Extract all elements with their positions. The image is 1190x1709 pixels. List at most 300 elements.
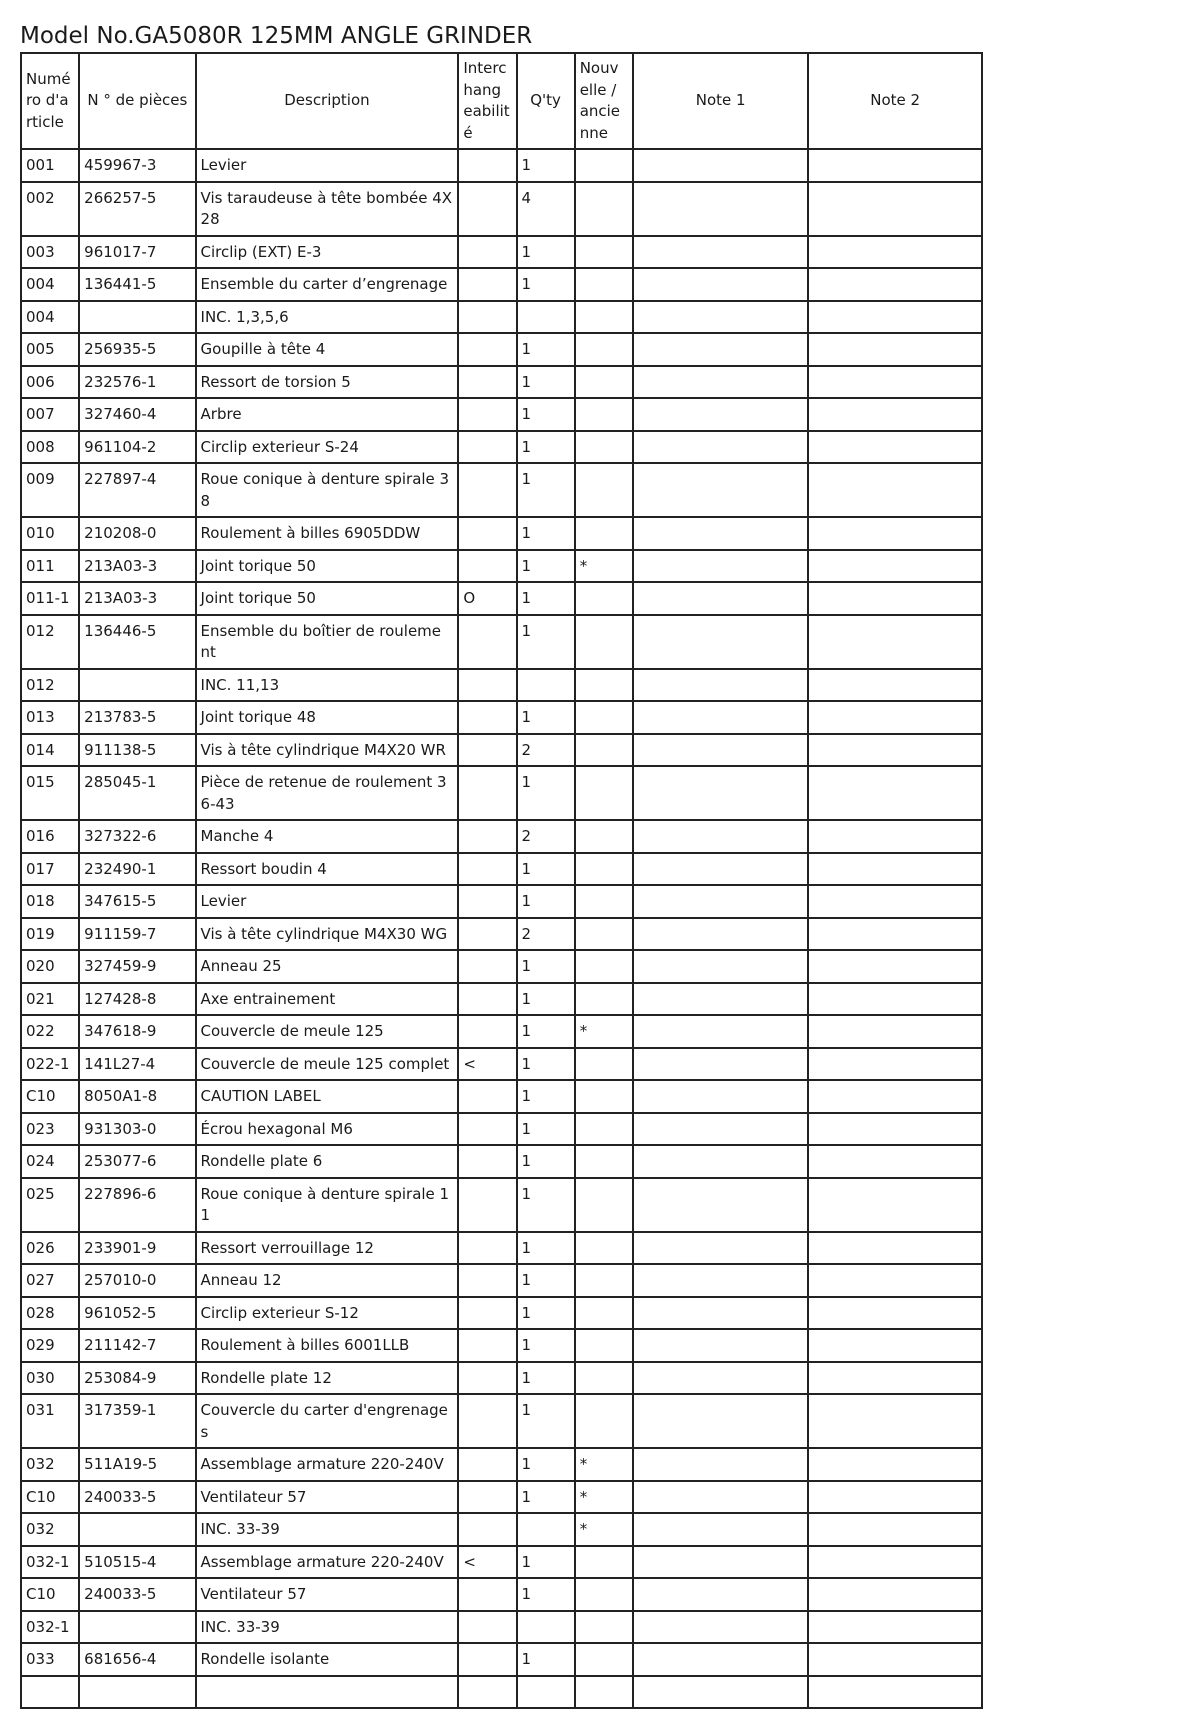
note-1-cell [633,1080,809,1113]
interchangeability-cell [458,1145,516,1178]
note-2-cell [808,1113,982,1146]
description-cell: Goupille à tête 4 [196,333,459,366]
interchangeability-cell [458,463,516,517]
interchangeability-cell [458,1113,516,1146]
quantity-cell: 1 [517,615,575,669]
new-old-cell [575,983,633,1016]
item-number-cell: 019 [21,918,79,951]
description-cell: Écrou hexagonal M6 [196,1113,459,1146]
interchangeability-cell: < [458,1048,516,1081]
note-2-cell [808,1329,982,1362]
table-row [21,366,982,399]
note-2-cell [808,1178,982,1232]
part-number-cell: 510515-4 [79,1546,195,1579]
table-row [21,431,982,464]
note-1-cell [633,918,809,951]
interchangeability-cell [458,701,516,734]
item-number-cell: 001 [21,149,79,182]
quantity-cell: 1 [517,268,575,301]
note-1-cell [633,1329,809,1362]
part-number-cell: 253077-6 [79,1145,195,1178]
note-2-cell [808,582,982,615]
note-1-cell [633,1611,809,1644]
part-number-cell: 961052-5 [79,1297,195,1330]
description-cell: Roulement à billes 6001LLB [196,1329,459,1362]
interchangeability-cell [458,1481,516,1514]
part-number-cell: 136446-5 [79,615,195,669]
description-cell: Circlip (EXT) E-3 [196,236,459,269]
new-old-cell [575,431,633,464]
new-old-cell [575,1611,633,1644]
part-number-cell: 8050A1-8 [79,1080,195,1113]
new-old-cell: * [575,1481,633,1514]
note-2-cell [808,1546,982,1579]
header-note-1: Note 1 [633,53,809,149]
interchangeability-cell [458,950,516,983]
table-row [21,582,982,615]
new-old-cell [575,766,633,820]
part-number-cell: 232490-1 [79,853,195,886]
new-old-cell [575,1362,633,1395]
quantity-cell: 1 [517,1113,575,1146]
item-number-cell: 013 [21,701,79,734]
description-cell: Rondelle plate 6 [196,1145,459,1178]
note-2-cell [808,431,982,464]
part-number-cell: 317359-1 [79,1394,195,1448]
item-number-cell: 032-1 [21,1611,79,1644]
part-number-cell: 911159-7 [79,918,195,951]
note-2-cell [808,366,982,399]
interchangeability-cell [458,268,516,301]
table-row [21,1546,982,1579]
interchangeability-cell [458,550,516,583]
item-number-cell: C10 [21,1080,79,1113]
item-number-cell: 012 [21,615,79,669]
interchangeability-cell [458,885,516,918]
note-2-cell [808,669,982,702]
empty-cell [79,1676,195,1708]
interchangeability-cell [458,615,516,669]
empty-cell [458,1676,516,1708]
part-number-cell: 211142-7 [79,1329,195,1362]
new-old-cell [575,1546,633,1579]
quantity-cell: 1 [517,236,575,269]
item-number-cell: 003 [21,236,79,269]
quantity-cell: 1 [517,853,575,886]
table-row [21,853,982,886]
note-2-cell [808,1643,982,1676]
interchangeability-cell [458,366,516,399]
description-cell: Joint torique 50 [196,582,459,615]
item-number-cell: 004 [21,268,79,301]
quantity-cell [517,669,575,702]
interchangeability-cell [458,1232,516,1265]
new-old-cell [575,268,633,301]
table-row [21,1264,982,1297]
description-cell: INC. 11,13 [196,669,459,702]
item-number-cell: 006 [21,366,79,399]
note-2-cell [808,236,982,269]
note-1-cell [633,517,809,550]
header-interchangeability: Interc hang eabilit é [458,53,516,149]
note-2-cell [808,463,982,517]
new-old-cell [575,301,633,334]
table-row [21,463,982,517]
part-number-cell: 266257-5 [79,182,195,236]
interchangeability-cell [458,1513,516,1546]
interchangeability-cell [458,766,516,820]
description-cell: Circlip exterieur S-24 [196,431,459,464]
part-number-cell: 136441-5 [79,268,195,301]
new-old-cell: * [575,1448,633,1481]
note-1-cell [633,669,809,702]
header-new-old: Nouv elle / ancie nne [575,53,633,149]
item-number-cell: 032-1 [21,1546,79,1579]
empty-cell [21,1676,79,1708]
item-number-cell: 029 [21,1329,79,1362]
description-cell: Roue conique à denture spirale 3 8 [196,463,459,517]
item-number-cell: 009 [21,463,79,517]
note-2-cell [808,301,982,334]
new-old-cell [575,950,633,983]
table-header-row [21,53,982,149]
note-2-cell [808,1448,982,1481]
table-row [21,1481,982,1514]
parts-table-body [21,149,982,1708]
note-2-cell [808,1015,982,1048]
table-row [21,398,982,431]
note-2-cell [808,1394,982,1448]
table-row [21,734,982,767]
description-cell: Joint torique 50 [196,550,459,583]
note-2-cell [808,1362,982,1395]
new-old-cell [575,1232,633,1265]
quantity-cell: 1 [517,333,575,366]
note-1-cell [633,1145,809,1178]
note-1-cell [633,463,809,517]
part-number-cell [79,1611,195,1644]
new-old-cell [575,236,633,269]
description-cell: Levier [196,885,459,918]
quantity-cell: 1 [517,1546,575,1579]
interchangeability-cell: O [458,582,516,615]
note-2-cell [808,398,982,431]
interchangeability-cell [458,1178,516,1232]
quantity-cell: 1 [517,950,575,983]
part-number-cell: 213783-5 [79,701,195,734]
quantity-cell: 1 [517,398,575,431]
quantity-cell [517,1513,575,1546]
item-number-cell: 018 [21,885,79,918]
note-1-cell [633,766,809,820]
description-cell: Manche 4 [196,820,459,853]
table-row [21,669,982,702]
note-2-cell [808,1145,982,1178]
item-number-cell: 022-1 [21,1048,79,1081]
item-number-cell: 032 [21,1513,79,1546]
quantity-cell: 2 [517,734,575,767]
new-old-cell [575,734,633,767]
part-number-cell: 253084-9 [79,1362,195,1395]
item-number-cell: 004 [21,301,79,334]
table-row [21,550,982,583]
interchangeability-cell [458,1015,516,1048]
new-old-cell [575,615,633,669]
note-1-cell [633,1178,809,1232]
note-1-cell [633,734,809,767]
note-1-cell [633,820,809,853]
header-item-number: Numé ro d'a rticle [21,53,79,149]
interchangeability-cell [458,1578,516,1611]
note-1-cell [633,1481,809,1514]
table-row [21,1513,982,1546]
table-row [21,1643,982,1676]
interchangeability-cell [458,983,516,1016]
item-number-cell: 015 [21,766,79,820]
note-2-cell [808,149,982,182]
note-2-cell [808,1048,982,1081]
new-old-cell [575,333,633,366]
interchangeability-cell [458,398,516,431]
table-row [21,1611,982,1644]
description-cell: Ventilateur 57 [196,1578,459,1611]
new-old-cell: * [575,1513,633,1546]
description-cell: CAUTION LABEL [196,1080,459,1113]
table-row [21,1394,982,1448]
note-2-cell [808,1611,982,1644]
note-2-cell [808,517,982,550]
note-1-cell [633,1513,809,1546]
note-1-cell [633,983,809,1016]
table-row [21,1578,982,1611]
note-2-cell [808,983,982,1016]
new-old-cell [575,820,633,853]
part-number-cell [79,301,195,334]
description-cell: Roulement à billes 6905DDW [196,517,459,550]
part-number-cell: 213A03-3 [79,550,195,583]
empty-cell [808,1676,982,1708]
interchangeability-cell [458,149,516,182]
new-old-cell [575,582,633,615]
new-old-cell [575,398,633,431]
note-2-cell [808,853,982,886]
part-number-cell: 327460-4 [79,398,195,431]
description-cell: Ventilateur 57 [196,1481,459,1514]
item-number-cell: 014 [21,734,79,767]
part-number-cell [79,669,195,702]
table-row [21,766,982,820]
interchangeability-cell [458,1080,516,1113]
part-number-cell: 347618-9 [79,1015,195,1048]
description-cell: Ressort boudin 4 [196,853,459,886]
item-number-cell: C10 [21,1578,79,1611]
note-1-cell [633,366,809,399]
part-number-cell: 227897-4 [79,463,195,517]
interchangeability-cell [458,734,516,767]
note-2-cell [808,1578,982,1611]
note-1-cell [633,1048,809,1081]
note-1-cell [633,701,809,734]
description-cell: Axe entrainement [196,983,459,1016]
part-number-cell: 233901-9 [79,1232,195,1265]
quantity-cell: 1 [517,149,575,182]
interchangeability-cell [458,236,516,269]
note-1-cell [633,1232,809,1265]
quantity-cell: 1 [517,1329,575,1362]
note-2-cell [808,1080,982,1113]
item-number-cell: 022 [21,1015,79,1048]
table-row [21,1145,982,1178]
interchangeability-cell: < [458,1546,516,1579]
new-old-cell [575,1394,633,1448]
note-2-cell [808,734,982,767]
new-old-cell [575,1113,633,1146]
note-2-cell [808,268,982,301]
table-row [21,1362,982,1395]
new-old-cell [575,853,633,886]
description-cell: Levier [196,149,459,182]
description-cell: Couvercle de meule 125 [196,1015,459,1048]
note-1-cell [633,1362,809,1395]
part-number-cell: 511A19-5 [79,1448,195,1481]
note-1-cell [633,149,809,182]
new-old-cell [575,1145,633,1178]
note-2-cell [808,918,982,951]
parts-table [20,52,983,1709]
part-number-cell: 285045-1 [79,766,195,820]
description-cell: Ressort de torsion 5 [196,366,459,399]
note-1-cell [633,333,809,366]
note-2-cell [808,1232,982,1265]
description-cell: Vis à tête cylindrique M4X30 WG [196,918,459,951]
interchangeability-cell [458,1448,516,1481]
quantity-cell: 1 [517,1264,575,1297]
part-number-cell: 327322-6 [79,820,195,853]
quantity-cell: 1 [517,983,575,1016]
table-row [21,268,982,301]
table-row [21,333,982,366]
item-number-cell: 028 [21,1297,79,1330]
empty-cell [517,1676,575,1708]
quantity-cell: 1 [517,1362,575,1395]
interchangeability-cell [458,1297,516,1330]
description-cell: Circlip exterieur S-12 [196,1297,459,1330]
note-1-cell [633,1297,809,1330]
description-cell: Assemblage armature 220-240V [196,1546,459,1579]
new-old-cell [575,1578,633,1611]
new-old-cell: * [575,1015,633,1048]
note-2-cell [808,701,982,734]
item-number-cell: 011 [21,550,79,583]
description-cell: Anneau 25 [196,950,459,983]
part-number-cell: 240033-5 [79,1481,195,1514]
part-number-cell: 931303-0 [79,1113,195,1146]
description-cell: Pièce de retenue de roulement 3 6-43 [196,766,459,820]
table-row [21,1015,982,1048]
table-row [21,1080,982,1113]
table-row [21,1048,982,1081]
new-old-cell [575,1080,633,1113]
item-number-cell: 025 [21,1178,79,1232]
table-row [21,1232,982,1265]
description-cell: Vis taraudeuse à tête bombée 4X 28 [196,182,459,236]
quantity-cell: 1 [517,701,575,734]
interchangeability-cell [458,301,516,334]
item-number-cell: 016 [21,820,79,853]
note-1-cell [633,1448,809,1481]
table-row [21,182,982,236]
new-old-cell [575,1048,633,1081]
page-title: Model No.GA5080R 125MM ANGLE GRINDER [20,23,533,49]
interchangeability-cell [458,517,516,550]
interchangeability-cell [458,333,516,366]
quantity-cell: 1 [517,1015,575,1048]
quantity-cell: 2 [517,918,575,951]
interchangeability-cell [458,1264,516,1297]
quantity-cell: 1 [517,550,575,583]
description-cell: Joint torique 48 [196,701,459,734]
interchangeability-cell [458,1611,516,1644]
item-number-cell: 032 [21,1448,79,1481]
new-old-cell [575,701,633,734]
new-old-cell [575,1297,633,1330]
note-2-cell [808,182,982,236]
item-number-cell: 023 [21,1113,79,1146]
note-2-cell [808,1481,982,1514]
description-cell: Vis à tête cylindrique M4X20 WR [196,734,459,767]
empty-cell [196,1676,459,1708]
table-row-cutoff [21,1676,982,1708]
table-row [21,615,982,669]
item-number-cell: 030 [21,1362,79,1395]
part-number-cell: 911138-5 [79,734,195,767]
note-1-cell [633,550,809,583]
note-1-cell [633,1015,809,1048]
part-number-cell: 232576-1 [79,366,195,399]
item-number-cell: 002 [21,182,79,236]
description-cell: Rondelle isolante [196,1643,459,1676]
quantity-cell: 2 [517,820,575,853]
interchangeability-cell [458,1643,516,1676]
part-number-cell: 459967-3 [79,149,195,182]
interchangeability-cell [458,669,516,702]
quantity-cell: 1 [517,1643,575,1676]
table-row [21,701,982,734]
quantity-cell: 1 [517,1297,575,1330]
part-number-cell: 213A03-3 [79,582,195,615]
empty-cell [633,1676,809,1708]
note-1-cell [633,1264,809,1297]
empty-cell [575,1676,633,1708]
quantity-cell: 1 [517,1145,575,1178]
new-old-cell [575,885,633,918]
description-cell: Couvercle du carter d'engrenage s [196,1394,459,1448]
note-1-cell [633,1113,809,1146]
note-1-cell [633,1578,809,1611]
quantity-cell: 1 [517,1448,575,1481]
interchangeability-cell [458,1329,516,1362]
description-cell: Arbre [196,398,459,431]
item-number-cell: 011-1 [21,582,79,615]
note-1-cell [633,431,809,464]
item-number-cell: 020 [21,950,79,983]
new-old-cell [575,366,633,399]
note-1-cell [633,615,809,669]
note-1-cell [633,268,809,301]
new-old-cell [575,669,633,702]
note-2-cell [808,950,982,983]
part-number-cell: 227896-6 [79,1178,195,1232]
